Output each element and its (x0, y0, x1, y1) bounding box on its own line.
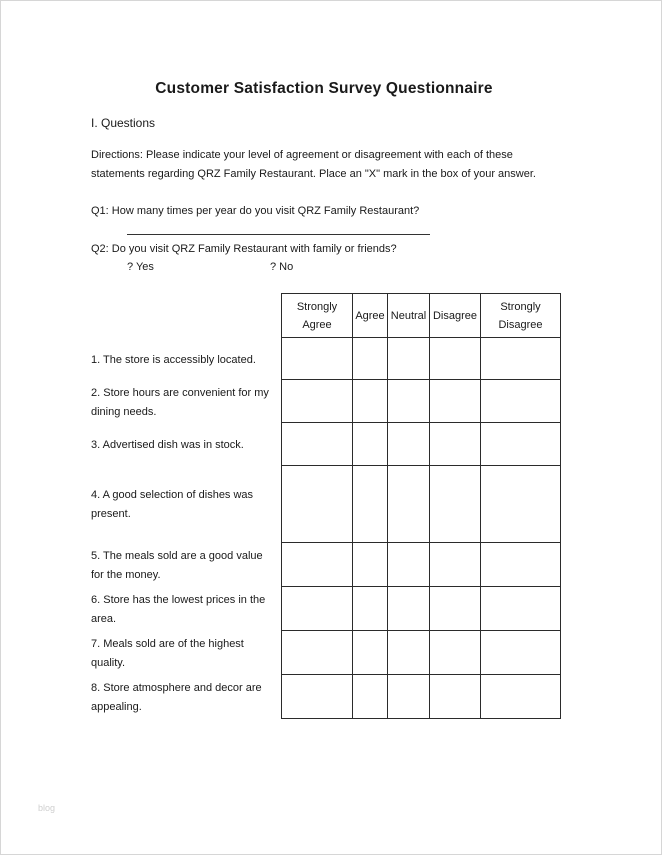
column-header-strongly-disagree: Strongly Disagree (481, 294, 561, 338)
answer-box[interactable] (481, 338, 561, 380)
answer-box[interactable] (282, 587, 353, 631)
section-heading: I. Questions (91, 116, 156, 130)
answer-box[interactable] (430, 466, 481, 543)
answer-box[interactable] (282, 423, 353, 466)
column-header-strongly-agree: Strongly Agree (282, 294, 353, 338)
rating-grid (281, 293, 561, 719)
statement-1: 1. The store is accessibly located. (91, 354, 256, 366)
answer-box[interactable] (282, 675, 353, 719)
answer-box[interactable] (388, 423, 430, 466)
answer-box[interactable] (430, 587, 481, 631)
statement-5: 5. The meals sold are a good value for the money. (91, 550, 263, 581)
answer-box[interactable] (388, 587, 430, 631)
answer-box[interactable] (353, 380, 388, 423)
statement-7: 7. Meals sold are of the highest quality. (91, 638, 244, 669)
page-title: Customer Satisfaction Survey Questionnaire (155, 80, 493, 97)
answer-box[interactable] (353, 466, 388, 543)
answer-box[interactable] (388, 466, 430, 543)
answer-box[interactable] (353, 543, 388, 587)
column-header-disagree: Disagree (430, 294, 481, 338)
answer-box[interactable] (430, 338, 481, 380)
answer-box[interactable] (388, 675, 430, 719)
answer-box[interactable] (430, 423, 481, 466)
statement-8: 8. Store atmosphere and decor are appealing. (91, 682, 262, 713)
column-header-agree: Agree (353, 294, 388, 338)
statement-2: 2. Store hours are convenient for my dining needs. (91, 387, 269, 418)
answer-box[interactable] (430, 675, 481, 719)
directions-text: Directions: Please indicate your level of agreement or disagreement with each of these statements regarding QRZ Family Restaurant. Place an "X" mark in the box of your answer. (91, 149, 536, 180)
answer-box[interactable] (353, 631, 388, 675)
answer-box[interactable] (353, 587, 388, 631)
answer-box[interactable] (282, 466, 353, 543)
answer-box[interactable] (282, 543, 353, 587)
answer-box[interactable] (481, 631, 561, 675)
answer-box[interactable] (353, 338, 388, 380)
question-2-option-no[interactable]: ? No (270, 261, 294, 273)
answer-box[interactable] (481, 543, 561, 587)
statement-3: 3. Advertised dish was in stock. (91, 439, 244, 451)
answer-box[interactable] (388, 380, 430, 423)
answer-box[interactable] (353, 423, 388, 466)
answer-box[interactable] (481, 466, 561, 543)
answer-box[interactable] (388, 338, 430, 380)
statement-6: 6. Store has the lowest prices in the area. (91, 594, 266, 625)
answer-box[interactable] (353, 675, 388, 719)
watermark-text: blog (38, 803, 56, 813)
question-2-label: Q2: Do you visit QRZ Family Restaurant with family or friends? (91, 243, 397, 255)
question-1-label: Q1: How many times per year do you visit QRZ Family Restaurant? (91, 205, 420, 217)
statement-4: 4. A good selection of dishes was present. (91, 489, 254, 520)
column-header-neutral: Neutral (388, 294, 430, 338)
answer-box[interactable] (430, 631, 481, 675)
answer-box[interactable] (282, 631, 353, 675)
answer-box[interactable] (481, 587, 561, 631)
question-1-answer-field[interactable] (127, 234, 430, 235)
answer-box[interactable] (388, 543, 430, 587)
answer-box[interactable] (388, 631, 430, 675)
answer-box[interactable] (282, 380, 353, 423)
answer-box[interactable] (481, 423, 561, 466)
answer-box[interactable] (481, 675, 561, 719)
answer-box[interactable] (282, 338, 353, 380)
answer-box[interactable] (430, 380, 481, 423)
answer-box[interactable] (430, 543, 481, 587)
answer-box[interactable] (481, 380, 561, 423)
question-2-option-yes[interactable]: ? Yes (127, 261, 154, 273)
